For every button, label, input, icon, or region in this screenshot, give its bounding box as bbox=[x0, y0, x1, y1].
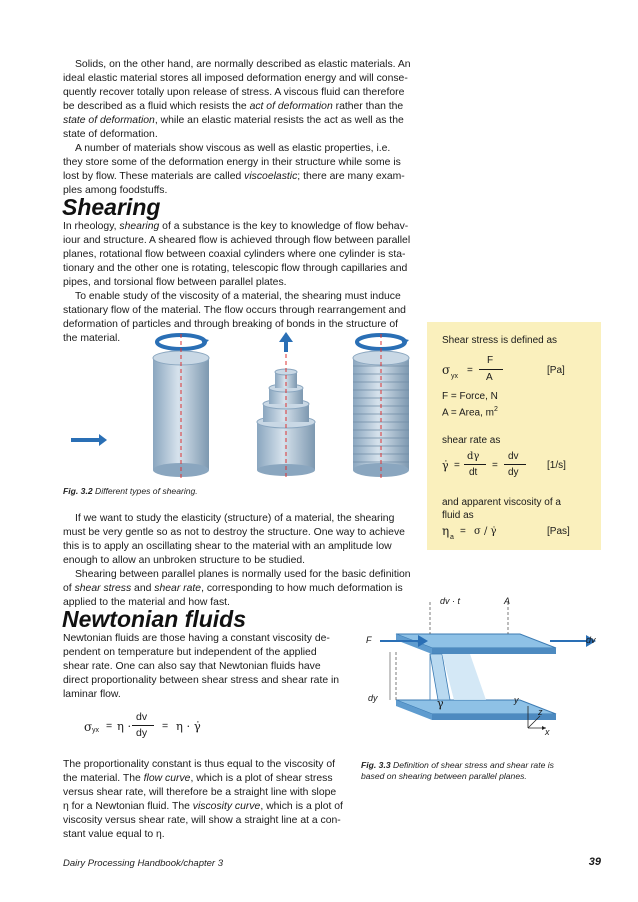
figure-number: Fig. 3.3 bbox=[361, 760, 391, 770]
footer-text: Dairy Processing Handbook/chapter 3 bbox=[63, 858, 224, 869]
sigma-symbol: σ bbox=[84, 720, 93, 734]
text-line: and bbox=[131, 583, 155, 594]
unit: [Pas] bbox=[547, 526, 570, 537]
text-line: The proportionality constant is thus equal to the viscosity of bbox=[63, 759, 336, 770]
text-line: To enable study of the viscosity of a material, the shearing must induce bbox=[75, 291, 401, 302]
fraction-bar bbox=[504, 464, 526, 465]
fraction-bar bbox=[479, 369, 503, 370]
numerator: dv bbox=[508, 451, 519, 462]
eta-symbol: η bbox=[442, 524, 450, 538]
text-line: of bbox=[63, 583, 75, 594]
denominator: dy bbox=[508, 467, 519, 478]
fraction-bar bbox=[132, 725, 154, 726]
box-text: and apparent viscosity of a bbox=[442, 497, 561, 508]
equals: = bbox=[460, 526, 466, 537]
subscript: a bbox=[450, 534, 454, 541]
text-line: of a substance is the key to knowledge of flow behav- bbox=[159, 221, 409, 232]
text-line: lost by flow. These materials are called bbox=[63, 171, 245, 182]
section-heading-shearing: Shearing bbox=[62, 194, 161, 220]
text-line: A number of materials show viscous as well as elastic properties, i.e. bbox=[75, 143, 391, 154]
text-line: , which is a plot of bbox=[260, 801, 343, 812]
text-line: direct proportionality between shear stress and shear rate in bbox=[63, 675, 340, 686]
gamma-dot-symbol: γ̇ bbox=[442, 459, 449, 472]
shearing-types-figure bbox=[63, 330, 425, 480]
gamma-label: γ bbox=[437, 697, 444, 710]
definitions-box bbox=[427, 322, 601, 550]
text-line: planes, rotational flow between coaxial cylinders where one cylinder is sta- bbox=[63, 249, 406, 260]
text-line: laminar flow. bbox=[63, 689, 121, 700]
text-line: iour and structure. A sheared flow is achieved through flow between parallel bbox=[63, 235, 411, 246]
fraction-bar bbox=[464, 464, 486, 465]
text-line: deformation of particles and through breaking of bonds in the structure of bbox=[63, 319, 399, 330]
dvt-label: dv · t bbox=[440, 596, 461, 606]
text-line: ideal elastic material stores all imposed deformation energy and will conse- bbox=[63, 73, 408, 84]
telescopic-flow-icon bbox=[257, 332, 315, 480]
dv-label: dv bbox=[586, 635, 596, 645]
caption-text: based on shearing between parallel planes. bbox=[361, 771, 527, 781]
denominator: A bbox=[486, 372, 493, 383]
numerator: F bbox=[487, 355, 494, 366]
text-line: ; there are many exam- bbox=[297, 171, 405, 182]
text-line: the material. bbox=[63, 333, 121, 344]
text-line: Solids, on the other hand, are normally described as elastic materials. An bbox=[75, 59, 411, 70]
unit: [Pa] bbox=[547, 365, 565, 376]
text-line: If we want to study the elasticity (structure) of a material, the shearing bbox=[75, 513, 395, 524]
equals: = bbox=[492, 460, 498, 471]
text-line: viscosity versus shear rate, will show a straight line at a con- bbox=[63, 815, 341, 826]
equals: = bbox=[162, 720, 169, 732]
page-number: 39 bbox=[588, 856, 601, 868]
figure-caption-3-3 bbox=[361, 760, 554, 782]
text-line: tionary and the other one is rotating, telescopic flow through capillaries and bbox=[63, 263, 408, 274]
emphasis: flow curve bbox=[143, 773, 191, 784]
parallel-planes-diagram bbox=[360, 588, 606, 748]
denominator: dy bbox=[136, 727, 148, 739]
equals: = bbox=[106, 720, 113, 732]
text-line: quently recover totally upon release of stress. A viscous fluid can therefore bbox=[63, 87, 405, 98]
text-line: , corresponding to how much deformation is bbox=[201, 583, 403, 594]
caption-text: Definition of shear stress and shear rate is bbox=[390, 760, 554, 770]
text-line: In rheology, bbox=[63, 221, 120, 232]
subscript: yx bbox=[92, 727, 99, 734]
text-line: must be very gentle so as not to destroy the structure. One way to achieve bbox=[63, 527, 405, 538]
box-text: fluid as bbox=[442, 510, 474, 521]
numerator: dγ bbox=[467, 451, 480, 462]
torsional-flow-icon bbox=[353, 334, 409, 480]
y-axis-label: y bbox=[514, 695, 519, 705]
formula-rhs: η · γ̇ bbox=[176, 719, 201, 733]
text-line: stationary flow of the material. The flow occurs through rearrangement and bbox=[63, 305, 406, 316]
text-line: , which is a plot of shear stress bbox=[190, 773, 333, 784]
box-text bbox=[442, 403, 498, 419]
text-line: shear rate. One can also say that Newtonian fluids have bbox=[63, 661, 321, 672]
text-line: this is to apply an oscillating shear to the material with an amplitude low bbox=[63, 541, 392, 552]
z-axis-label: z bbox=[538, 707, 543, 717]
emphasis: shear rate bbox=[154, 583, 202, 594]
box-text: shear rate as bbox=[442, 435, 501, 446]
text-line: the material. The bbox=[63, 773, 144, 784]
text-line: η for a Newtonian fluid. The bbox=[63, 801, 193, 812]
emphasis: act of deformation bbox=[249, 101, 333, 112]
area-label: A bbox=[504, 596, 511, 606]
box-text-part: A = Area, m bbox=[442, 407, 494, 419]
box-text: F = Force, N bbox=[442, 391, 498, 402]
caption-text: Different types of shearing. bbox=[92, 486, 198, 496]
figure-caption-3-2 bbox=[63, 486, 198, 497]
emphasis: state of deformation bbox=[63, 115, 155, 126]
text-line: they store some of the deformation energy in their structure while some is bbox=[63, 157, 401, 168]
formula-rhs: σ / γ̇ bbox=[474, 526, 497, 537]
text-line: rather than the bbox=[332, 101, 404, 112]
subscript: yx bbox=[451, 373, 458, 380]
text-line: state of deformation. bbox=[63, 129, 158, 140]
unit: [1/s] bbox=[547, 460, 566, 471]
text-line: pendent on temperature but independent of the applied bbox=[63, 647, 317, 658]
text-line: enough to allow an unbroken structure to be studied. bbox=[63, 555, 306, 566]
equals: = bbox=[454, 460, 460, 471]
section-heading-newtonian: Newtonian fluids bbox=[62, 606, 246, 632]
equals: = bbox=[467, 365, 473, 376]
emphasis: viscosity curve bbox=[192, 801, 261, 812]
text-line: Shearing between parallel planes is normally used for the basic definition bbox=[75, 569, 411, 580]
x-axis-label: x bbox=[545, 727, 550, 737]
emphasis: shearing bbox=[119, 221, 160, 232]
emphasis: shear stress bbox=[74, 583, 132, 594]
text-line: stant value equal to η. bbox=[63, 829, 165, 840]
denominator: dt bbox=[469, 467, 478, 478]
text-line: versus shear rate, will therefore be a straight line with slope bbox=[63, 787, 337, 798]
text-line: pipes, and torsional flow between parallel plates. bbox=[63, 277, 287, 288]
text-line: ples among foodstuffs. bbox=[63, 185, 168, 196]
coaxial-cylinder-icon bbox=[153, 334, 209, 480]
text-line: , while an elastic material resists the act as well as the bbox=[154, 115, 404, 126]
force-label: F bbox=[366, 635, 372, 645]
parallel-planes-icon bbox=[63, 434, 107, 463]
box-text: Shear stress is defined as bbox=[442, 335, 558, 346]
text-line: be described as a fluid which resists the bbox=[63, 101, 250, 112]
sigma-symbol: σ bbox=[442, 363, 451, 377]
superscript: 2 bbox=[493, 406, 498, 413]
eta-symbol: η · bbox=[117, 719, 132, 733]
text-line: Newtonian fluids are those having a constant viscosity de- bbox=[63, 633, 330, 644]
emphasis: viscoelastic bbox=[244, 171, 298, 182]
text-line: applied to the material and how fast. bbox=[63, 597, 230, 608]
numerator: dv bbox=[136, 711, 148, 723]
dy-label: dy bbox=[368, 693, 378, 703]
figure-number: Fig. 3.2 bbox=[63, 486, 93, 496]
